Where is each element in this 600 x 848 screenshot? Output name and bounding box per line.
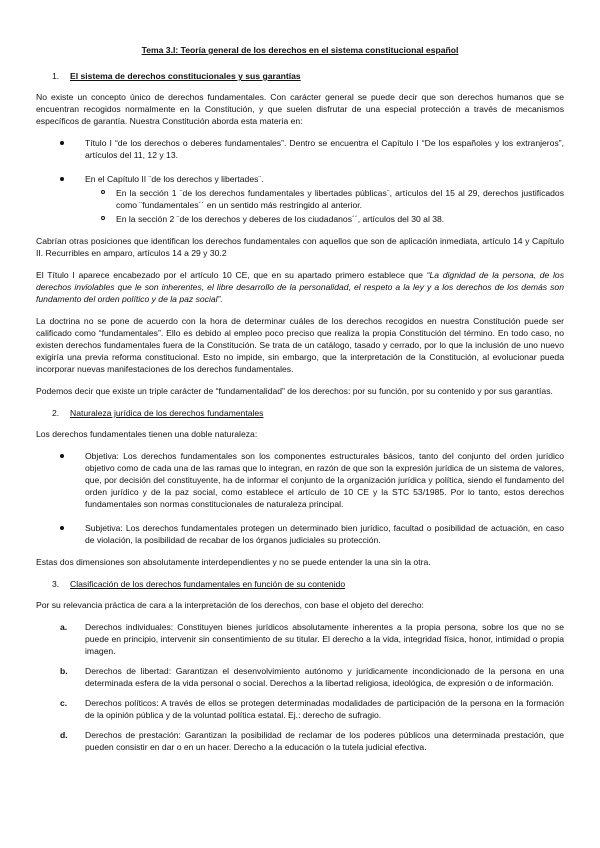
list-item [60,697,564,721]
list-item-text: Derechos políticos: A través de ellos se protegen determinadas modalidades de participación de la persona en la formación de la opinión pública y de la voluntad política estatal. Ej.: derecho de sufragio. [85,698,564,720]
list-marker: a. [60,622,68,632]
section-1-title: El sistema de derechos constitucionales y sus garantías [70,71,301,81]
rights-classification-list [36,621,564,753]
bullet-capitulo-ii-text: En el Capítulo II ¨de los derechos y libertades¨. [85,174,264,184]
sub-item-seccion-2: En la sección 2 ¨de los derechos y deberes de los ciudadanos´´, artículos del 30 al 38. [116,213,564,225]
article-10-quote: “La dignidad de la persona, de los derechos inviolables que le son inherentes, el libre desarrollo de la personalidad, el respeto a la ley y a los derechos de los demás son fundamento del orden político y de la paz social”. [36,270,565,304]
list-item-text: Derechos individuales: Constituyen bienes jurídicos absolutamente inherentes a la propia persona, sobre los que no se puede en principio, intervenir sin consentimiento de su titular. El derecho a la vida, integridad física, honor, intimidad o propia imagen. [85,622,564,656]
bullet-objetiva: Objetiva: Los derechos fundamentales son los componentes estructurales básicos, tanto del conjunto del orden jurídico objetivo como de cada una de las ramas que lo integran, en razón de que son la expresión jurídica de un sistema de valores, que, por decisión del constituyente, ha de informar el conjunto de la organización jurídica y política, siendo el fundamento del orden jurídico y de la paz social, como establece el artículo de 10 CE y la STC 53/1985. Por lo tanto, estos derechos fundamentales son normas constitucionales de naturaleza principal. [85,451,564,509]
list-item [60,665,564,689]
bullet-capitulo-ii [85,173,564,225]
section-2-title: Naturaleza jurídica de los derechos fundamentales [70,408,264,418]
section-2-heading [36,407,564,419]
list-marker: b. [60,666,68,676]
list-item [60,729,564,753]
paragraph-titulo-i-text: El Título I aparece encabezado por el artículo 10 CE, que en su apartado primero establece que [36,270,427,280]
paragraph-doctrina: La doctrina no se pone de acuerdo con la hora de determinar cuáles de los derechos recogidos en nuestra Constitución puede ser calificado como “fundamentales”. Ello es debido al empleo poco preciso que realiza la propia Constitución del término. En todo caso, no existen derechos fundamentales fuera de la Constitución. Se trata de un catálogo, tasado y cerrado, por lo que la inclusión de uno nuevo exigiría una previa reforma constitucional. Esto no impide, sin embargo, que la interpretación de la Constitución, al evolucionar pueda incorporar nuevas manifestaciones de los derechos fundamentales. [36,316,564,374]
document-title: Tema 3.I: Teoría general de los derechos en el sistema constitucional español [141,45,459,55]
section-2-intro: Los derechos fundamentales tienen una doble naturaleza: [36,429,258,439]
list-item-text: Derechos de libertad: Garantizan el desenvolvimiento autónomo y jurídicamente incondicionado de la persona en una determinada esfera de la vida personal o social. Derechos a la libertad religiosa, ideológica, de expresión o de información. [85,666,564,688]
section-3-title: Clasificación de los derechos fundamentales en función de su contenido [70,579,346,589]
sub-item-seccion-1: En la sección 1 ¨de los derechos fundamentales y libertades públicas¨, artículos del 15 al 29, derechos justificados como ¨fundamentales´´ en un sentido más restringido al anterior. [116,188,564,210]
section-2-closing: Estas dos dimensiones son absolutamente interdependientes y no se puede entender la una sin la otra. [36,557,431,567]
list-marker: c. [60,698,68,708]
paragraph-titulo-i [36,269,564,305]
section-3-heading [36,578,564,590]
section-2-bullets [36,450,564,546]
paragraph-triple-caracter: Podemos decir que existe un triple carácter de “fundamentalidad” de los derechos: por su función, por su contenido y por sus garantías. [36,386,553,396]
section-1-bullets [36,137,564,225]
section-3-intro: Por su relevancia práctica de cara a la interpretación de los derechos, con base el objeto del derecho: [36,600,424,610]
paragraph-cabrian: Cabrían otras posiciones que identifican los derechos fundamentales con aquellos que son de aplicación inmediata, artículo 14 y Capítulo II. Recurribles en amparo, artículos 14 a 29 y 30.2 [36,236,564,258]
list-item-text: Derechos de prestación: Garantizan la posibilidad de reclamar de los poderes públicos una determinada prestación, que pueden consistir en dar o en un hacer. Derecho a la educación o la tutela judicial efectiva. [85,730,564,752]
capitulo-ii-sublist [85,187,564,225]
section-1-intro: No existe un concepto único de derechos fundamentales. Con carácter general se puede decir que son derechos humanos que se encuentran recogidos normalmente en la Constitución, y que suelen disfrutar de una especial protección a través de mecanismos específicos de garantía. Nuestra Constitución aborda esta materia en: [36,92,564,126]
section-3-number: 3. [52,579,60,589]
bullet-titulo-i: Título I “de los derechos o deberes fundamentales”. Dentro se encuentra el Capítulo I “De los españoles y los extranjeros”, artículos del 11, 12 y 13. [85,138,564,160]
bullet-subjetiva: Subjetiva: Los derechos fundamentales protegen un determinado bien jurídico, facultad o posibilidad de actuación, en caso de violación, la posibilidad de recabar de los órganos judiciales su protección. [85,523,564,545]
section-2-number: 2. [52,408,60,418]
section-1-number: 1. [52,71,60,81]
section-1-heading [36,70,564,82]
list-item [60,621,564,657]
list-marker: d. [60,730,68,740]
